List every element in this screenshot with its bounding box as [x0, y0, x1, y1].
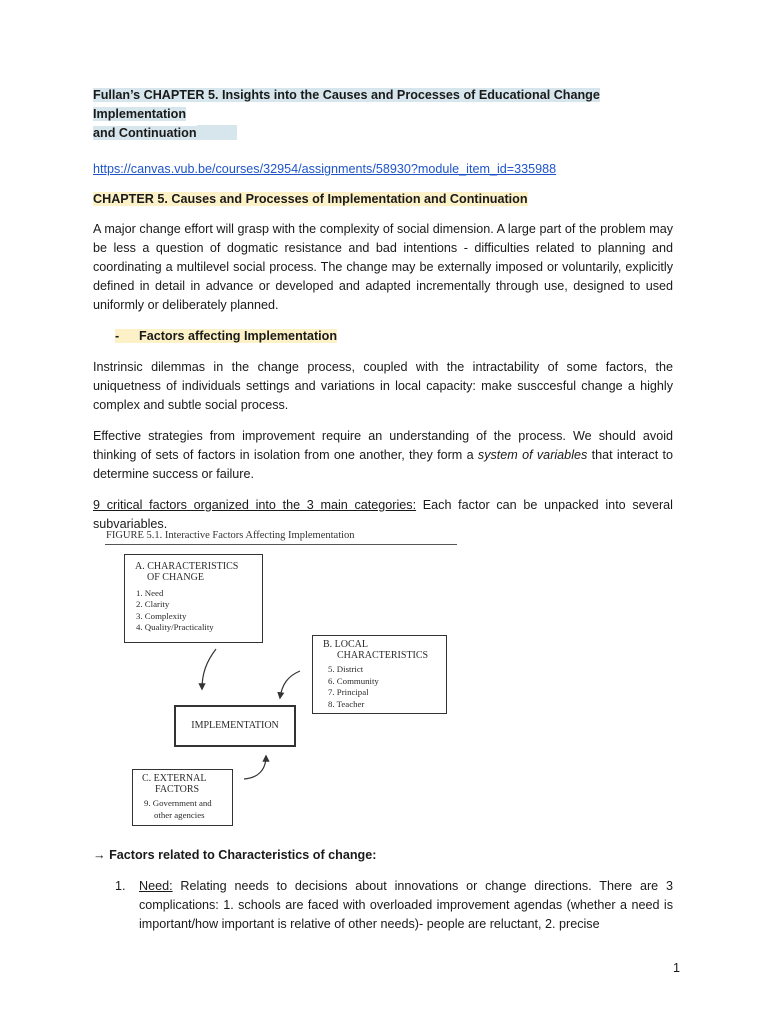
- paragraph-strategies: [93, 427, 673, 484]
- critical-factors-rest: Each factor can be unpacked into several subvariables.: [93, 498, 673, 531]
- bullet-highlight: [115, 329, 337, 343]
- strategies-italic: system of variables: [477, 448, 588, 462]
- critical-factors-underlined: 9 critical factors organized into the 3 main categories:: [93, 498, 417, 512]
- course-link[interactable]: https://canvas.vub.be/courses/32954/assignments/58930?module_item_id=335988: [93, 162, 557, 176]
- box-a-item-2: 2. Clarity: [136, 599, 170, 609]
- subheading-characteristics: → Factors related to Characteristics of change:: [93, 848, 377, 862]
- box-b-item-4: 8. Teacher: [328, 699, 365, 709]
- figure-5-1: [98, 528, 460, 828]
- box-b-item-2: 6. Community: [328, 676, 379, 686]
- box-a-item-4: 4. Quality/Practicality: [136, 622, 214, 632]
- arrow-from-characteristics: [202, 649, 216, 689]
- characteristics-section: [93, 846, 673, 934]
- box-b-title-2: CHARACTERISTICS: [337, 650, 429, 661]
- strategies-text-2: that interact to determine success or failure.: [93, 448, 673, 481]
- chapter-heading: [93, 190, 673, 209]
- box-a-item-1: 1. Need: [136, 588, 164, 598]
- strategies-text-1: Effective strategies from improvement require an understanding of the process. We should avoid thinking of sets of factors in isolation from one another, they form a: [93, 429, 673, 462]
- list-number: 1.: [115, 879, 126, 893]
- list-item-need: [93, 877, 673, 934]
- box-b-title-1: B. LOCAL: [323, 639, 368, 650]
- need-description: Relating needs to decisions about innovations or change directions. There are 3 complications: 1. schools are faced with overloaded improvement agendas (whether a need is important/how important is relative of other needs)- people are reluctant, 2. precise: [139, 879, 673, 931]
- page-number: 1: [672, 961, 680, 975]
- paragraph-intro: A major change effort will grasp with the complexity of social dimension. A large part of the problem may be less a question of dogmatic resistance and bad intentions - difficulties related to planning and coordinating a multilevel social process. The change may be externally imposed or voluntarily, explicitly defined in detail in advance or developed and adapted incrementally through use, designed to used uniformly or deliberately planned.: [93, 222, 673, 312]
- box-c-title-2: FACTORS: [155, 784, 200, 795]
- box-c-title-1: C. EXTERNAL: [142, 773, 207, 784]
- box-b-item-1: 5. District: [328, 664, 364, 674]
- box-a-item-3: 3. Complexity: [136, 611, 187, 621]
- title-highlight-tail: [197, 125, 237, 140]
- box-a-title-2: OF CHANGE: [147, 572, 204, 583]
- box-a-title-1: A. CHARACTERISTICS: [135, 561, 239, 572]
- document-title: [93, 86, 673, 143]
- document-body: [93, 86, 673, 546]
- box-c-item-2: other agencies: [154, 810, 205, 820]
- title-line-2: and Continuation: [93, 126, 197, 140]
- bullet-factors: [115, 327, 673, 346]
- title-line-1: Fullan’s CHAPTER 5. Insights into the Causes and Processes of Educational Change Implementation: [93, 88, 600, 121]
- arrow-from-external: [244, 756, 266, 779]
- bullet-dash: -: [115, 329, 120, 343]
- paragraph-dilemmas: Instrinsic dilemmas in the change process, coupled with the intractability of some factors, the uniquetness of individuals settings and variations in local capacity: make susccesful change a highly complex and subtle social process.: [93, 360, 673, 412]
- box-b-item-3: 7. Principal: [328, 687, 369, 697]
- need-label: Need:: [139, 879, 173, 893]
- box-c-item-1: 9. Government and: [144, 798, 212, 808]
- chapter-heading-text: CHAPTER 5. Causes and Processes of Implementation and Continuation: [93, 192, 528, 206]
- arrow-from-local: [280, 671, 300, 698]
- list-text: [139, 877, 673, 934]
- figure-arrows: [98, 528, 460, 828]
- implementation-box: IMPLEMENTATION: [174, 705, 296, 747]
- figure-title: FIGURE 5.1. Interactive Factors Affecting Implementation: [106, 530, 355, 541]
- bullet-label: Factors affecting Implementation: [139, 329, 338, 343]
